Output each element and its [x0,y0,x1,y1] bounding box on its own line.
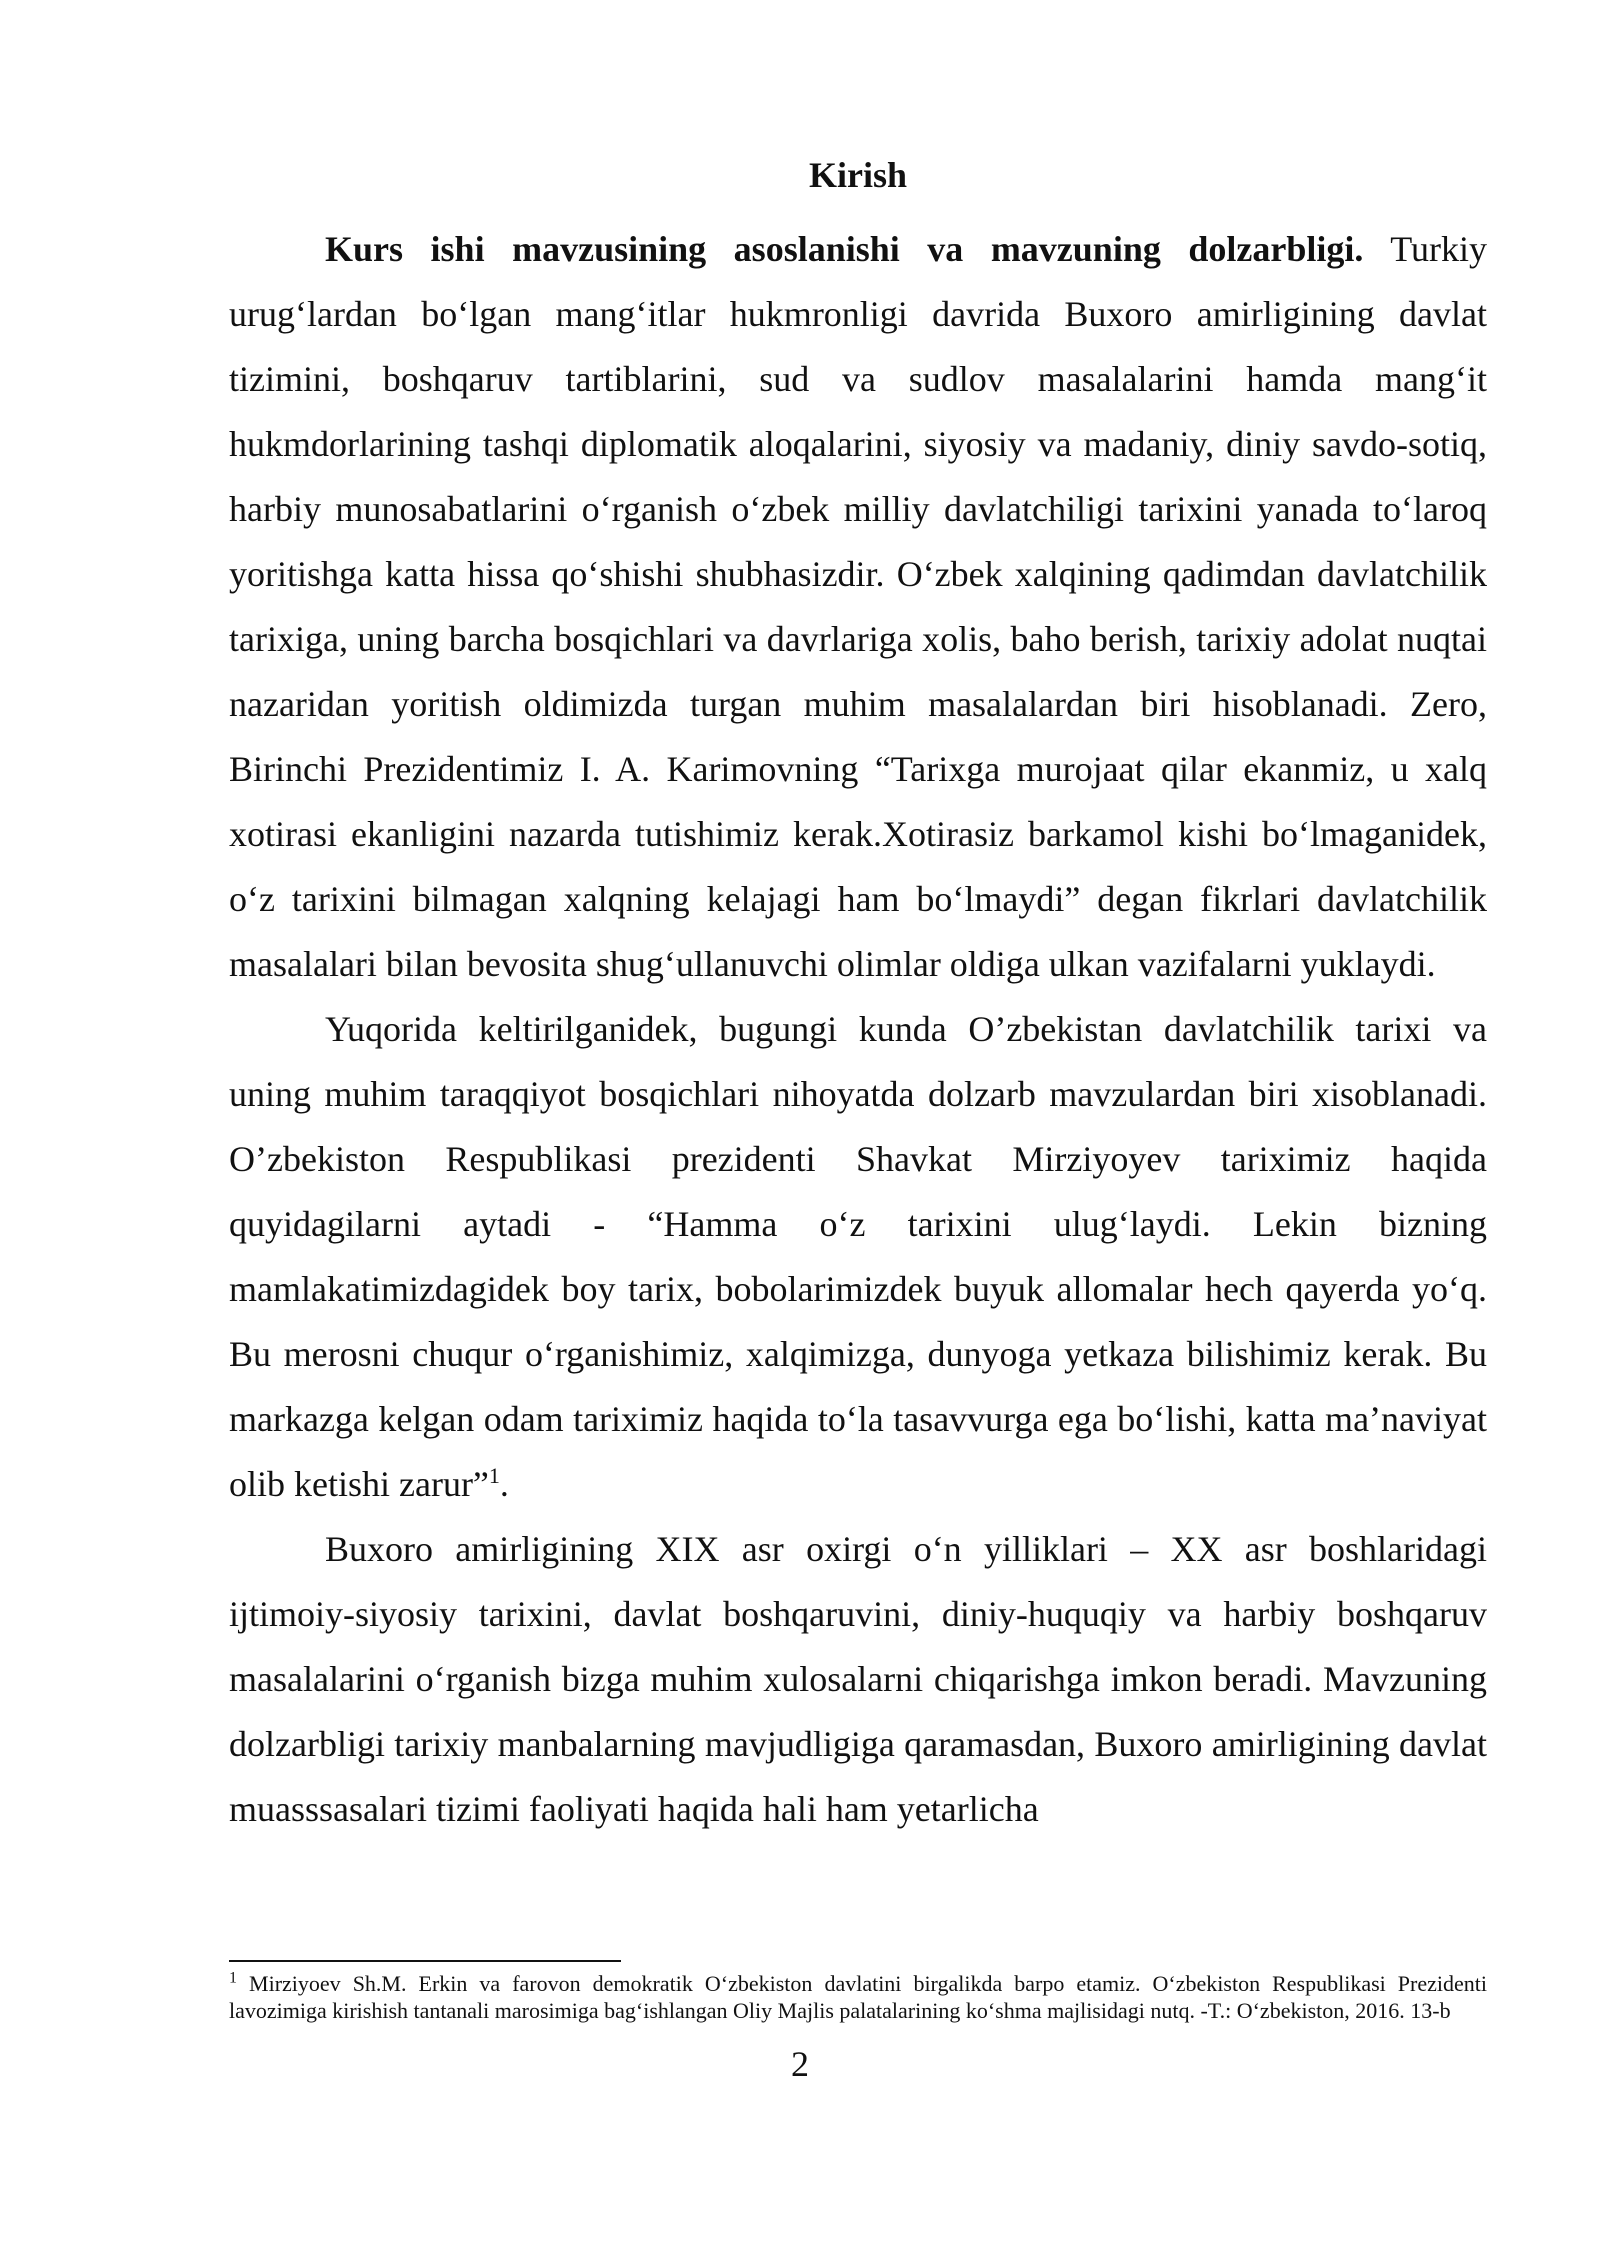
paragraph-2-tail: . [499,1464,509,1504]
footnote-separator [229,1960,621,1962]
footnote [229,1970,1487,2024]
paragraph-1 [229,217,1487,997]
paragraph-3-text: Buxoro amirligining XIX asr oxirgi o‘n yilliklari – XX asr boshlaridagi ijtimoiy-siyosiy tarixini, davlat boshqaruvini, diniy-huquqiy va harbiy boshqaruv masalalarini o‘rganish bizga muhim xulosalarni chiqarishga imkon beradi. Mavzuning dolzarbligi tarixiy manbalarning mavjudligiga qaramasdan, Buxoro amirligining davlat muasssasalari tizimi faoliyati haqida hali ham yetarlicha [229,1529,1487,1829]
body-text [229,145,1487,1842]
paragraph-2 [229,997,1487,1517]
section-title: Kirish [808,155,907,195]
footnote-reference: 1 [488,1463,500,1488]
footnote-marker: 1 [229,1969,237,1987]
paragraph-1-text: Turkiy urug‘lardan bo‘lgan mang‘itlar hukmronligi davrida Buxoro amirligining davlat tizimini, boshqaruv tartiblarini, sud va sudlov masalalarini hamda mang‘it hukmdorlarining tashqi diplomatik aloqalarini, siyosiy va madaniy, diniy savdo-sotiq, harbiy munosabatlarini o‘rganish o‘zbek milliy davlatchiligi tarixini yanada to‘laroq yoritishga katta hissa qo‘shishi shubhasizdir. O‘zbek xalqining qadimdan davlatchilik tarixiga, uning barcha bosqichlari va davrlariga xolis, baho berish, tarixiy adolat nuqtai nazaridan yoritish oldimizda turgan muhim masalalardan biri hisoblanadi. Zero, Birinchi Prezidentimiz I. A. Karimovning “Tarixga murojaat qilar ekanmiz, u xalq xotirasi ekanligini nazarda tutishimiz kerak.Xotirasiz barkamol kishi bo‘lmaganidek, o‘z tarixini bilmagan xalqning kelajagi ham bo‘lmaydi” degan fikrlari davlatchilik masalalari bilan bevosita shug‘ullanuvchi olimlar oldiga ulkan vazifalarni yuklaydi. [229,229,1487,984]
footnote-text: Mirziyoev Sh.M. Erkin va farovon demokratik O‘zbekiston davlatini birgalikda barpo etamiz. O‘zbekiston Respublikasi Prezidenti lavozimiga kirishish tantanali marosimiga bag‘ishlangan Oliy Majlis palatalarining ko‘shma majlisidagi nutq. -T.: O‘zbekiston, 2016. 13-b [229,1971,1487,2023]
paragraph-3 [229,1517,1487,1842]
page-number: 2 [791,2044,809,2084]
paragraph-lead-heading: Kurs ishi mavzusining asoslanishi va mavzuning dolzarbligi. [325,229,1364,269]
paragraph-2-text: Yuqorida keltirilganidek, bugungi kunda O’zbekistan davlatchilik tarixi va uning muhim taraqqiyot bosqichlari nihoyatda dolzarb mavzulardan biri xisoblanadi. O’zbekiston Respublikasi prezidenti Shavkat Mirziyoyev tariximiz haqida quyidagilarni aytadi - “Hamma o‘z tarixini ulug‘laydi. Lekin bizning mamlakatimizdagidek boy tarix, bobolarimizdek buyuk allomalar hech qayerda yo‘q. Bu merosni chuqur o‘rganishimiz, xalqimizga, dunyoga yetkaza bilishimiz kerak. Bu markazga kelgan odam tariximiz haqida to‘la tasavvurga ega bo‘lishi, katta ma’naviyat olib ketishi zarur” [229,1009,1487,1504]
